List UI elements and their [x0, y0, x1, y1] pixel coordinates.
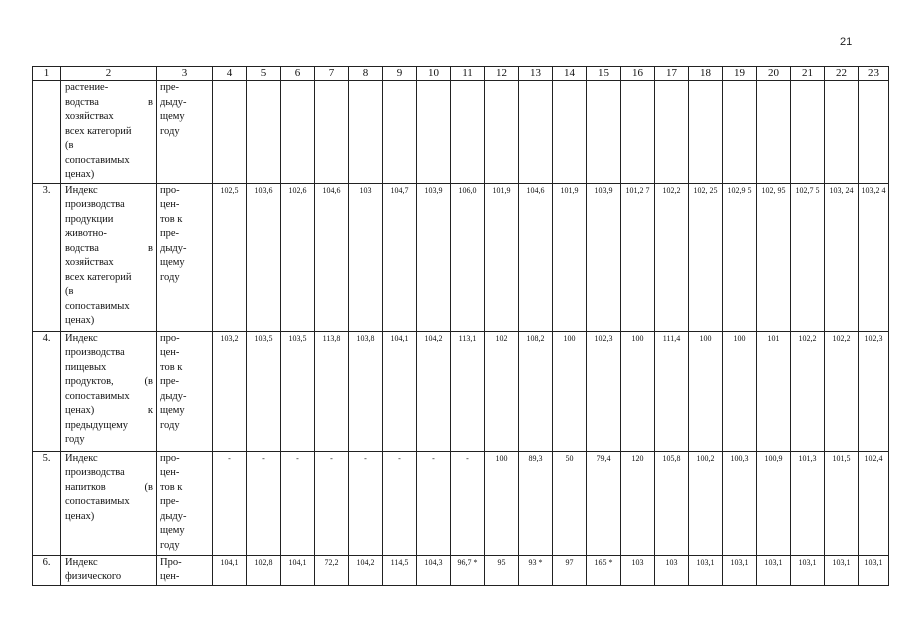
value-cell [859, 81, 889, 184]
text-line: году [65, 434, 85, 445]
value-cell: 101 [757, 331, 791, 451]
value-cell: 79,4 [587, 451, 621, 555]
header-cell: 11 [451, 67, 485, 81]
value-cell: 103,1 [825, 555, 859, 585]
text-line: дыду- [160, 390, 187, 402]
text-line: цен- [160, 347, 180, 358]
row-number: 4. [33, 331, 61, 451]
header-row [33, 67, 889, 81]
value-cell: 101,5 [825, 451, 859, 555]
value-cell: 103,1 [689, 555, 723, 585]
value-cell: 102,5 [213, 183, 247, 331]
value-cell: 93 * [519, 555, 553, 585]
value-cell [825, 81, 859, 184]
value-cell: 103,2 4 [859, 183, 889, 331]
value-cell [485, 81, 519, 184]
text-line: году [160, 271, 180, 283]
text-line: (в [65, 140, 74, 151]
text-line: пре- [160, 82, 180, 93]
value-cell: 103 [655, 555, 689, 585]
text-line: водства в [65, 242, 153, 254]
text-line: году [160, 539, 180, 551]
text-line: щему [160, 111, 185, 122]
header-cell: 2 [61, 67, 157, 81]
value-cell: 102,6 [281, 183, 315, 331]
header-cell: 9 [383, 67, 417, 81]
value-cell: 103,1 [791, 555, 825, 585]
header-cell: 20 [757, 67, 791, 81]
text-line: сопоставимых [65, 300, 130, 312]
data-table [32, 66, 889, 586]
value-cell: 103,8 [349, 331, 383, 451]
value-cell: 102,2 [655, 183, 689, 331]
header-cell: 17 [655, 67, 689, 81]
value-cell: 97 [553, 555, 587, 585]
text-line: водства в [65, 96, 153, 108]
value-cell: 102,7 5 [791, 183, 825, 331]
value-cell: 101,9 [553, 183, 587, 331]
value-cell: 104,1 [281, 555, 315, 585]
header-cell: 5 [247, 67, 281, 81]
value-cell: 89,3 [519, 451, 553, 555]
text-line: году [160, 125, 180, 137]
value-cell [247, 81, 281, 184]
text-line: сопоставимых [65, 154, 130, 166]
table-row [33, 81, 889, 184]
text-line: животно- [65, 228, 107, 239]
text-line: пищевых [65, 361, 107, 373]
table-row [33, 555, 889, 585]
text-line: пре- [160, 496, 180, 507]
value-cell: - [281, 451, 315, 555]
value-cell: 106,0 [451, 183, 485, 331]
text-line: сопоставимых [65, 496, 130, 507]
row-number: 5. [33, 451, 61, 555]
value-cell: - [315, 451, 349, 555]
text-line: ценах) к [65, 405, 153, 416]
table-row [33, 451, 889, 555]
header-cell: 18 [689, 67, 723, 81]
value-cell: 103,1 [757, 555, 791, 585]
page-number: 21 [840, 36, 853, 48]
value-cell: 105,8 [655, 451, 689, 555]
text-line: хозяйствах [65, 111, 114, 122]
value-cell [587, 81, 621, 184]
text-line: производства [65, 199, 125, 210]
value-cell: 103,9 [587, 183, 621, 331]
text-line: цен- [160, 571, 180, 582]
value-cell [723, 81, 757, 184]
header-cell: 10 [417, 67, 451, 81]
text-line: производства [65, 467, 125, 478]
text-line: дыду- [160, 96, 187, 108]
text-line: ценах) [65, 315, 95, 326]
value-cell: 100 [621, 331, 655, 451]
value-cell: 165 * [587, 555, 621, 585]
text-line: продуктов, (в [65, 376, 153, 387]
value-cell: 120 [621, 451, 655, 555]
value-cell: 103,9 [417, 183, 451, 331]
unit-of-measure [157, 451, 213, 555]
header-cell: 15 [587, 67, 621, 81]
value-cell [417, 81, 451, 184]
header-cell: 3 [157, 67, 213, 81]
text-line: цен- [160, 199, 180, 210]
value-cell: 102,8 [247, 555, 281, 585]
value-cell: 104,1 [213, 555, 247, 585]
value-cell [757, 81, 791, 184]
text-line: Индекс [65, 556, 98, 568]
text-line: тов к [160, 481, 183, 493]
text-line: всех категорий [65, 271, 132, 283]
header-cell: 8 [349, 67, 383, 81]
value-cell [315, 81, 349, 184]
value-cell: 102, 95 [757, 183, 791, 331]
value-cell [655, 81, 689, 184]
value-cell: 102,3 [587, 331, 621, 451]
header-cell: 21 [791, 67, 825, 81]
value-cell: 113,1 [451, 331, 485, 451]
value-cell: 108,2 [519, 331, 553, 451]
unit-of-measure [157, 331, 213, 451]
text-line: Индекс [65, 332, 98, 344]
value-cell: 103, 24 [825, 183, 859, 331]
value-cell: 102,3 [859, 331, 889, 451]
text-line: пре- [160, 228, 180, 239]
value-cell: 104,3 [417, 555, 451, 585]
value-cell [451, 81, 485, 184]
value-cell: 95 [485, 555, 519, 585]
table-row [33, 183, 889, 331]
value-cell: 103 [349, 183, 383, 331]
value-cell: 101,9 [485, 183, 519, 331]
value-cell: - [451, 451, 485, 555]
header-cell: 12 [485, 67, 519, 81]
header-cell: 19 [723, 67, 757, 81]
value-cell: 104,7 [383, 183, 417, 331]
value-cell: 104,1 [383, 331, 417, 451]
text-line: тов к [160, 361, 183, 373]
value-cell: 100 [689, 331, 723, 451]
text-line: дыду- [160, 510, 187, 522]
indicator-name [61, 81, 157, 184]
header-cell: 22 [825, 67, 859, 81]
table-row [33, 331, 889, 451]
text-line: Индекс [65, 184, 98, 196]
unit-of-measure [157, 183, 213, 331]
value-cell: 104,2 [417, 331, 451, 451]
value-cell: 103,6 [247, 183, 281, 331]
value-cell: 102,9 5 [723, 183, 757, 331]
value-cell: 101,2 7 [621, 183, 655, 331]
text-line: пре- [160, 376, 180, 387]
row-number: 6. [33, 555, 61, 585]
text-line: году [160, 419, 180, 431]
text-line: ценах) [65, 510, 95, 522]
text-line: Про- [160, 556, 182, 568]
value-cell: 100,9 [757, 451, 791, 555]
unit-of-measure [157, 81, 213, 184]
row-number: 3. [33, 183, 61, 331]
header-cell: 16 [621, 67, 655, 81]
row-number [33, 81, 61, 184]
value-cell: 100 [723, 331, 757, 451]
value-cell: 100,2 [689, 451, 723, 555]
header-cell: 4 [213, 67, 247, 81]
text-line: (в [65, 286, 74, 297]
text-line: про- [160, 184, 180, 196]
unit-of-measure [157, 555, 213, 585]
text-line: щему [160, 257, 185, 268]
header-cell: 6 [281, 67, 315, 81]
value-cell [553, 81, 587, 184]
value-cell [791, 81, 825, 184]
value-cell: 103,5 [281, 331, 315, 451]
value-cell: 72,2 [315, 555, 349, 585]
value-cell [213, 81, 247, 184]
value-cell: 100,3 [723, 451, 757, 555]
value-cell: 102,2 [791, 331, 825, 451]
value-cell: 103 [621, 555, 655, 585]
value-cell [281, 81, 315, 184]
value-cell: 102,2 [825, 331, 859, 451]
indicator-name [61, 451, 157, 555]
header-cell: 7 [315, 67, 349, 81]
value-cell [689, 81, 723, 184]
text-line: ценах) [65, 169, 95, 180]
value-cell: 103,5 [247, 331, 281, 451]
value-cell: 102 [485, 331, 519, 451]
value-cell: 96,7 * [451, 555, 485, 585]
text-line: тов к [160, 213, 183, 225]
text-line: цен- [160, 467, 180, 478]
text-line: про- [160, 452, 180, 464]
value-cell: 50 [553, 451, 587, 555]
value-cell [621, 81, 655, 184]
text-line: дыду- [160, 242, 187, 254]
value-cell [383, 81, 417, 184]
value-cell: 113,8 [315, 331, 349, 451]
value-cell: 100 [485, 451, 519, 555]
value-cell: 103,1 [723, 555, 757, 585]
value-cell: 103,1 [859, 555, 889, 585]
text-line: физического [65, 571, 122, 582]
value-cell: 104,6 [519, 183, 553, 331]
text-line: сопоставимых [65, 390, 130, 402]
text-line: предыдущему [65, 419, 129, 431]
header-cell: 1 [33, 67, 61, 81]
value-cell: 100 [553, 331, 587, 451]
text-line: про- [160, 332, 180, 344]
header-cell: 14 [553, 67, 587, 81]
value-cell: - [349, 451, 383, 555]
value-cell: 102, 25 [689, 183, 723, 331]
value-cell: 104,6 [315, 183, 349, 331]
value-cell: - [383, 451, 417, 555]
value-cell [519, 81, 553, 184]
header-cell: 13 [519, 67, 553, 81]
value-cell: 103,2 [213, 331, 247, 451]
text-line: продукции [65, 213, 114, 225]
text-line: напитков (в [65, 481, 153, 493]
indicator-name [61, 555, 157, 585]
indicator-name [61, 331, 157, 451]
text-line: хозяйствах [65, 257, 114, 268]
value-cell: 114,5 [383, 555, 417, 585]
text-line: производства [65, 347, 125, 358]
value-cell [349, 81, 383, 184]
text-line: Индекс [65, 452, 98, 464]
value-cell: - [247, 451, 281, 555]
value-cell: - [417, 451, 451, 555]
text-line: щему [160, 525, 185, 536]
header-cell: 23 [859, 67, 889, 81]
indicator-name [61, 183, 157, 331]
value-cell: 101,3 [791, 451, 825, 555]
value-cell: 104,2 [349, 555, 383, 585]
value-cell: 111,4 [655, 331, 689, 451]
value-cell: 102,4 [859, 451, 889, 555]
text-line: всех категорий [65, 125, 132, 137]
text-line: растение- [65, 82, 109, 93]
text-line: щему [160, 405, 185, 416]
value-cell: - [213, 451, 247, 555]
